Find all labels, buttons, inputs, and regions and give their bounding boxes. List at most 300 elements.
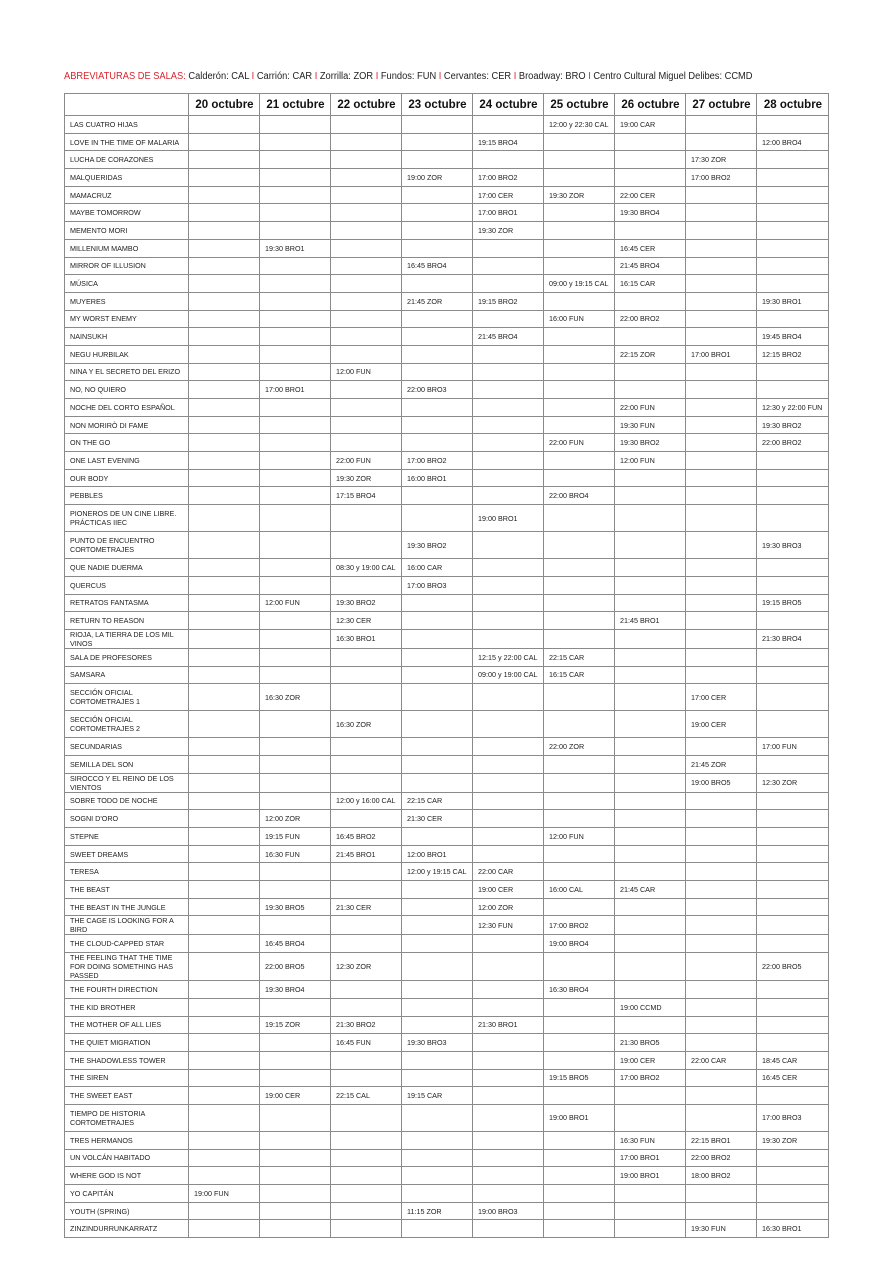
screening-cell: 16:30 FUN [260, 845, 331, 863]
screening-cell [473, 792, 544, 810]
screening-cell [189, 792, 260, 810]
screening-cell [615, 648, 686, 666]
film-title: YOUTH (SPRING) [65, 1202, 189, 1220]
screening-cell [473, 416, 544, 434]
screening-cell [615, 169, 686, 187]
screening-cell: 19:30 BRO3 [402, 1034, 473, 1052]
screening-cell [260, 1202, 331, 1220]
screening-cell [686, 1202, 757, 1220]
film-title: SAMSARA [65, 666, 189, 684]
screening-cell [402, 345, 473, 363]
table-row [65, 204, 829, 222]
screening-cell [757, 810, 829, 828]
screening-cell: 12:00 FUN [615, 452, 686, 470]
screening-cell [331, 981, 402, 999]
screening-cell [260, 755, 331, 773]
screening-cell [686, 828, 757, 846]
screening-cell: 17:00 FUN [757, 738, 829, 756]
date-column-header: 27 octubre [686, 94, 757, 116]
screening-cell [615, 755, 686, 773]
screening-cell: 22:00 BRO5 [260, 953, 331, 981]
screening-cell [473, 434, 544, 452]
table-row [65, 292, 829, 310]
screening-cell: 16:45 BRO4 [260, 935, 331, 953]
screening-cell [757, 363, 829, 381]
screening-cell [402, 629, 473, 648]
screening-cell [544, 684, 615, 711]
screening-cell: 12:00 FUN [544, 828, 615, 846]
table-row [65, 953, 829, 981]
screening-cell [686, 1185, 757, 1203]
film-title: SEMILLA DEL SON [65, 755, 189, 773]
screening-cell: 16:45 FUN [331, 1034, 402, 1052]
screening-cell: 19:30 ZOR [544, 186, 615, 204]
film-title: THE BEAST IN THE JUNGLE [65, 898, 189, 916]
screening-cell [402, 1131, 473, 1149]
screening-cell [686, 505, 757, 532]
screening-cell [331, 863, 402, 881]
screening-cell [402, 1220, 473, 1238]
screening-cell: 21:45 BRO4 [615, 257, 686, 275]
screening-cell [331, 381, 402, 399]
legend-separator: I [436, 71, 444, 82]
screening-cell [260, 204, 331, 222]
film-title: WHERE GOD IS NOT [65, 1167, 189, 1185]
table-row [65, 1016, 829, 1034]
screening-cell [615, 576, 686, 594]
screening-cell [757, 898, 829, 916]
screening-cell [189, 133, 260, 151]
film-title: RETURN TO REASON [65, 612, 189, 630]
film-title: NEGU HURBILAK [65, 345, 189, 363]
screening-cell: 16:30 BRO1 [757, 1220, 829, 1238]
screening-cell: 16:00 BRO1 [402, 469, 473, 487]
screening-cell [189, 399, 260, 417]
screening-cell [686, 1087, 757, 1105]
screening-cell: 18:45 CAR [757, 1051, 829, 1069]
screening-cell: 21:30 BRO1 [473, 1016, 544, 1034]
screening-cell [402, 935, 473, 953]
screening-cell [757, 1185, 829, 1203]
screening-cell: 16:30 BRO4 [544, 981, 615, 999]
film-title: NAINSUKH [65, 328, 189, 346]
screening-cell: 12:30 ZOR [757, 773, 829, 792]
screening-cell: 22:15 ZOR [615, 345, 686, 363]
screening-cell [402, 1149, 473, 1167]
screening-cell [615, 559, 686, 577]
screening-cell: 19:00 FUN [189, 1185, 260, 1203]
screening-cell [686, 916, 757, 935]
screening-cell [402, 186, 473, 204]
screening-cell [615, 1202, 686, 1220]
screening-cell: 17:00 BRO1 [260, 381, 331, 399]
screening-cell [757, 116, 829, 134]
screening-cell [189, 1167, 260, 1185]
screening-cell [260, 1051, 331, 1069]
screening-cell: 19:00 CER [473, 881, 544, 899]
screening-cell [544, 998, 615, 1016]
screening-cell [615, 738, 686, 756]
screening-cell [473, 1104, 544, 1131]
screening-cell [189, 345, 260, 363]
screening-cell [189, 576, 260, 594]
screening-cell [260, 469, 331, 487]
date-column-header: 22 octubre [331, 94, 402, 116]
screening-cell [757, 381, 829, 399]
screening-cell [260, 576, 331, 594]
screening-schedule-table [64, 93, 829, 1238]
screening-cell [615, 845, 686, 863]
screening-cell [615, 292, 686, 310]
screening-cell: 19:30 ZOR [757, 1131, 829, 1149]
screening-cell [686, 222, 757, 240]
screening-cell [189, 1202, 260, 1220]
title-column-header [65, 94, 189, 116]
screening-cell [331, 998, 402, 1016]
screening-cell [402, 328, 473, 346]
screening-cell [473, 310, 544, 328]
table-row [65, 998, 829, 1016]
screening-cell [189, 487, 260, 505]
screening-cell [615, 1104, 686, 1131]
screening-cell: 19:00 CAR [615, 116, 686, 134]
screening-cell [331, 935, 402, 953]
screening-cell [331, 1149, 402, 1167]
screening-cell: 19:00 BRO4 [544, 935, 615, 953]
screening-cell: 19:00 BRO1 [615, 1167, 686, 1185]
screening-cell [473, 345, 544, 363]
screening-cell [544, 292, 615, 310]
film-title: MY WORST ENEMY [65, 310, 189, 328]
screening-cell [189, 810, 260, 828]
film-title: PIONEROS DE UN CINE LIBRE. PRÁCTICAS IIEC [65, 505, 189, 532]
screening-cell: 19:30 FUN [686, 1220, 757, 1238]
screening-cell [260, 186, 331, 204]
screening-cell [189, 629, 260, 648]
screening-cell [189, 1131, 260, 1149]
screening-cell [473, 239, 544, 257]
screening-cell [686, 1069, 757, 1087]
screening-cell [402, 612, 473, 630]
date-column-header: 24 octubre [473, 94, 544, 116]
screening-cell [402, 898, 473, 916]
screening-cell [686, 381, 757, 399]
film-title: MUYERES [65, 292, 189, 310]
screening-cell [615, 863, 686, 881]
film-title: THE SWEET EAST [65, 1087, 189, 1105]
screening-cell: 12:30 y 22:00 FUN [757, 399, 829, 417]
date-column-header: 28 octubre [757, 94, 829, 116]
screening-cell: 12:00 FUN [331, 363, 402, 381]
schedule-body [65, 116, 829, 1238]
screening-cell [473, 1185, 544, 1203]
screening-cell [473, 594, 544, 612]
screening-cell [615, 935, 686, 953]
screening-cell [544, 792, 615, 810]
screening-cell: 17:15 BRO4 [331, 487, 402, 505]
screening-cell [615, 328, 686, 346]
screening-cell: 16:15 CAR [615, 275, 686, 293]
screening-cell [260, 773, 331, 792]
table-row [65, 612, 829, 630]
legend-separator: I [585, 71, 594, 82]
screening-cell [189, 469, 260, 487]
screening-cell [260, 275, 331, 293]
screening-cell: 19:30 ZOR [473, 222, 544, 240]
screening-cell [686, 810, 757, 828]
screening-cell [189, 881, 260, 899]
table-row [65, 881, 829, 899]
screening-cell [615, 629, 686, 648]
header-row [65, 94, 829, 116]
screening-cell: 17:00 BRO1 [686, 345, 757, 363]
screening-cell [260, 310, 331, 328]
screening-cell [189, 505, 260, 532]
table-row [65, 1202, 829, 1220]
screening-cell [260, 133, 331, 151]
screening-cell: 19:00 CCMD [615, 998, 686, 1016]
screening-cell [189, 257, 260, 275]
screening-cell: 16:30 ZOR [260, 684, 331, 711]
screening-cell [757, 666, 829, 684]
screening-cell: 16:45 CER [615, 239, 686, 257]
table-row [65, 1131, 829, 1149]
screening-cell: 19:30 FUN [615, 416, 686, 434]
screening-cell [260, 629, 331, 648]
table-row [65, 328, 829, 346]
screening-cell [615, 594, 686, 612]
film-title: MÚSICA [65, 275, 189, 293]
screening-cell [260, 222, 331, 240]
screening-cell: 21:45 BRO1 [615, 612, 686, 630]
screening-cell: 17:00 BRO3 [757, 1104, 829, 1131]
screening-cell [615, 828, 686, 846]
table-row [65, 116, 829, 134]
screening-cell [544, 845, 615, 863]
screening-cell [615, 133, 686, 151]
screening-cell: 22:00 FUN [331, 452, 402, 470]
screening-cell: 17:00 BRO1 [615, 1149, 686, 1167]
screening-cell [402, 755, 473, 773]
screening-cell [757, 452, 829, 470]
film-title: SOGNI D'ORO [65, 810, 189, 828]
screening-cell [189, 828, 260, 846]
screening-cell [402, 204, 473, 222]
screening-cell [331, 222, 402, 240]
screening-cell [260, 738, 331, 756]
screening-cell [686, 738, 757, 756]
screening-cell [473, 487, 544, 505]
screening-cell [686, 559, 757, 577]
table-row [65, 275, 829, 293]
screening-cell: 21:30 BRO2 [331, 1016, 402, 1034]
screening-cell [757, 469, 829, 487]
screening-cell [260, 1167, 331, 1185]
screening-cell: 16:00 CAR [402, 559, 473, 577]
film-title: THE SIREN [65, 1069, 189, 1087]
screening-cell [757, 1167, 829, 1185]
screening-cell [686, 434, 757, 452]
table-row [65, 1220, 829, 1238]
screening-cell: 21:45 ZOR [686, 755, 757, 773]
screening-cell [473, 1131, 544, 1149]
screening-cell [686, 257, 757, 275]
film-title: ZINZINDURRUNKARRATZ [65, 1220, 189, 1238]
screening-cell: 19:00 BRO3 [473, 1202, 544, 1220]
screening-cell [260, 434, 331, 452]
screening-cell: 22:00 CER [615, 186, 686, 204]
screening-cell [473, 755, 544, 773]
screening-cell [402, 363, 473, 381]
screening-cell [331, 1051, 402, 1069]
screening-cell [331, 169, 402, 187]
screening-cell [189, 1220, 260, 1238]
film-title: STEPNE [65, 828, 189, 846]
legend-separator: I [312, 71, 320, 82]
screening-cell [615, 381, 686, 399]
screening-cell [189, 1051, 260, 1069]
screening-cell [260, 151, 331, 169]
screening-cell [260, 399, 331, 417]
screening-cell: 19:30 ZOR [331, 469, 402, 487]
screening-cell [615, 810, 686, 828]
film-title: SECUNDARIAS [65, 738, 189, 756]
film-title: ONE LAST EVENING [65, 452, 189, 470]
screening-cell [189, 292, 260, 310]
legend-label: ABREVIATURAS DE SALAS: [64, 71, 186, 82]
screening-cell: 19:00 BRO1 [473, 505, 544, 532]
screening-cell [402, 594, 473, 612]
screening-cell [402, 399, 473, 417]
screening-cell [189, 1034, 260, 1052]
screening-cell: 17:00 BRO3 [402, 576, 473, 594]
screening-cell [331, 648, 402, 666]
screening-cell [686, 666, 757, 684]
screening-cell [189, 328, 260, 346]
screening-cell: 16:00 CAL [544, 881, 615, 899]
screening-cell [473, 257, 544, 275]
screening-cell [473, 810, 544, 828]
screening-cell [189, 532, 260, 559]
screening-cell [260, 648, 331, 666]
film-title: THE CAGE IS LOOKING FOR A BIRD [65, 916, 189, 935]
screening-cell [331, 204, 402, 222]
screening-cell [473, 845, 544, 863]
screening-cell [686, 363, 757, 381]
date-column-header: 26 octubre [615, 94, 686, 116]
screening-cell [473, 612, 544, 630]
screening-cell [260, 863, 331, 881]
screening-cell [473, 116, 544, 134]
screening-cell: 19:30 BRO4 [615, 204, 686, 222]
screening-cell [473, 576, 544, 594]
film-title: RETRATOS FANTASMA [65, 594, 189, 612]
screening-cell [544, 416, 615, 434]
screening-cell: 12:00 FUN [260, 594, 331, 612]
screening-cell [615, 981, 686, 999]
screening-cell: 22:15 BRO1 [686, 1131, 757, 1149]
screening-cell [757, 186, 829, 204]
screening-cell [402, 222, 473, 240]
screening-cell [757, 257, 829, 275]
screening-cell [615, 792, 686, 810]
screening-cell [402, 151, 473, 169]
screening-cell [189, 648, 260, 666]
table-row [65, 666, 829, 684]
table-row [65, 738, 829, 756]
screening-cell [331, 133, 402, 151]
screening-cell [189, 1149, 260, 1167]
screening-cell [544, 1131, 615, 1149]
screening-cell [757, 981, 829, 999]
screening-cell: 19:30 BRO3 [757, 532, 829, 559]
screening-cell [189, 755, 260, 773]
screening-cell [544, 469, 615, 487]
screening-cell [686, 532, 757, 559]
screening-cell [260, 998, 331, 1016]
screening-cell: 21:30 CER [331, 898, 402, 916]
screening-cell [260, 169, 331, 187]
screening-cell [757, 1202, 829, 1220]
screening-cell: 17:00 BRO2 [402, 452, 473, 470]
screening-cell [331, 345, 402, 363]
film-title: TIEMPO DE HISTORIA CORTOMETRAJES [65, 1104, 189, 1131]
screening-cell [260, 363, 331, 381]
screening-cell [260, 416, 331, 434]
screening-cell: 11:15 ZOR [402, 1202, 473, 1220]
screening-cell [544, 505, 615, 532]
table-row [65, 629, 829, 648]
screening-cell [544, 810, 615, 828]
screening-cell [615, 151, 686, 169]
film-title: YO CAPITÁN [65, 1185, 189, 1203]
screening-cell [757, 1149, 829, 1167]
screening-cell [473, 981, 544, 999]
screening-cell [544, 755, 615, 773]
screening-cell: 22:15 CAR [544, 648, 615, 666]
screening-cell [260, 1220, 331, 1238]
table-row [65, 381, 829, 399]
screening-cell [402, 1185, 473, 1203]
screening-cell [402, 239, 473, 257]
screening-cell: 19:30 BRO1 [757, 292, 829, 310]
screening-cell: 17:00 BRO2 [473, 169, 544, 187]
screening-cell: 12:00 BRO4 [757, 133, 829, 151]
screening-cell: 22:00 ZOR [544, 738, 615, 756]
screening-cell [544, 151, 615, 169]
screening-cell [473, 1087, 544, 1105]
screening-cell [686, 629, 757, 648]
screening-cell [402, 310, 473, 328]
screening-cell [331, 1185, 402, 1203]
screening-cell [189, 666, 260, 684]
screening-cell [189, 222, 260, 240]
screening-cell: 22:00 CAR [473, 863, 544, 881]
table-row [65, 1069, 829, 1087]
screening-cell [686, 981, 757, 999]
screening-cell: 22:00 BRO2 [757, 434, 829, 452]
table-row [65, 1051, 829, 1069]
screening-cell: 22:00 BRO2 [686, 1149, 757, 1167]
screening-cell [544, 363, 615, 381]
screening-cell [686, 186, 757, 204]
screening-cell: 12:00 ZOR [260, 810, 331, 828]
screening-cell [544, 345, 615, 363]
screening-cell [615, 469, 686, 487]
screening-cell [686, 953, 757, 981]
table-row [65, 151, 829, 169]
screening-cell [189, 151, 260, 169]
